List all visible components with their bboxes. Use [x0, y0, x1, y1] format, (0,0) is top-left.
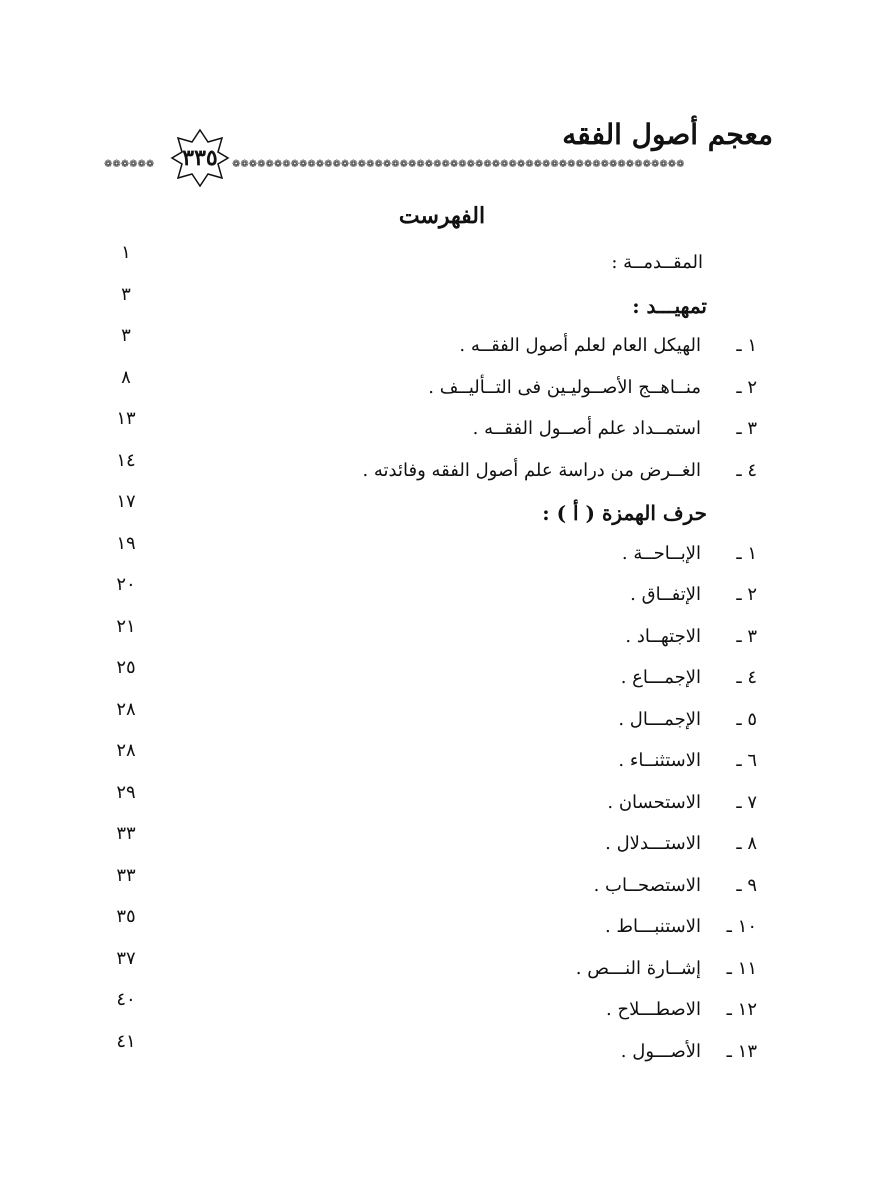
toc-entry [611, 252, 703, 273]
toc-entry-text: استمــداد علم أصــول الفقــه . [472, 418, 701, 439]
toc-page-number: ١٩ [116, 532, 136, 554]
toc-page-number: ٢٨ [116, 740, 136, 761]
toc-entry-text: الإبــاحــة . [621, 542, 701, 564]
toc-entry-number: ٢ ـ [736, 376, 757, 398]
toc-page-number: ٣٧ [116, 947, 136, 969]
toc-entry-number: ٨ ـ [736, 833, 757, 854]
toc-entry [459, 335, 757, 356]
toc-entry-text: الاستثنــاء . [618, 750, 701, 771]
toc-page-number: ٢٩ [116, 781, 136, 803]
toc-entry [621, 1041, 757, 1062]
toc-entry-number: ١٣ ـ [726, 1040, 757, 1062]
toc-page-number: ٣ [121, 325, 131, 346]
toc-page-number: ١ [121, 242, 131, 263]
toc-page-number: ٤٠ [116, 989, 136, 1010]
toc-page-number: ٢٨ [116, 698, 136, 720]
toc-entry-number: ٣ ـ [736, 625, 757, 647]
toc-entry-number: ٩ ـ [736, 874, 757, 896]
page-number: ٣٣٥ [182, 145, 218, 171]
toc-entry [606, 999, 757, 1020]
toc-entry-text: الغــرض من دراسة علم أصول الفقه وفائدته . [362, 459, 701, 481]
toc-entry-text: الاجتهــاد . [625, 625, 701, 647]
toc-page-number: ٢١ [116, 615, 136, 637]
toc-page-number: ١٣ [116, 408, 136, 429]
toc-entry [622, 543, 757, 564]
toc-entry [618, 709, 757, 730]
page-number-badge [170, 128, 230, 188]
toc-page-number: ٢٠ [116, 574, 136, 595]
toc-entry-text: الاستـــدلال . [605, 833, 701, 854]
toc-entry-number: ١٢ ـ [726, 999, 757, 1020]
toc-entry [576, 958, 757, 979]
toc-entry-text: الإتفــاق . [630, 584, 701, 605]
toc-entry-number: ١١ ـ [726, 957, 757, 979]
toc-entry-text: منــاهــج الأصــوليـين فى التــأليــف . [428, 376, 701, 398]
toc-entry-number: ٤ ـ [736, 667, 757, 688]
toc-entry-number: ٦ ـ [736, 750, 757, 771]
toc-page-number: ٣٣ [116, 864, 136, 886]
toc-page-number: ١٤ [116, 449, 136, 471]
toc-entry-number: ١ ـ [736, 542, 757, 564]
toc-page-number: ٣٣ [116, 823, 136, 844]
toc-entry-text: إشــارة النـــص . [575, 957, 701, 979]
toc-entry-text: حرف الهمزة ( أ ) : [542, 501, 707, 525]
toc-entry [594, 875, 757, 896]
toc-entry-text: الاستصحــاب . [593, 874, 701, 896]
toc-entry-number: ٣ ـ [736, 418, 757, 439]
toc-entry-text: الإجمـــال . [618, 708, 701, 730]
toc-section-heading [542, 501, 707, 525]
toc-entry [473, 418, 757, 439]
toc-entry [362, 460, 757, 481]
toc-entry-text: تمهيـــد : [632, 293, 707, 318]
toc-entry-text: الاستحسان . [607, 791, 701, 813]
toc-entry-text: الاستنبـــاط . [604, 916, 701, 937]
toc-page-number: ٨ [121, 366, 131, 388]
toc-entry-number: ١٠ ـ [726, 916, 757, 937]
toc-entry-text: المقــدمــة : [611, 252, 703, 273]
toc-entry-text: الإجمـــاع . [620, 667, 701, 688]
toc-entry-text: الهيكل العام لعلم أصول الفقــه . [459, 335, 701, 356]
toc-entry-number: ٢ ـ [736, 584, 757, 605]
toc-entry-number: ٥ ـ [736, 708, 757, 730]
header-ornament-right: ❁❁❁❁❁❁❁❁❁❁❁❁❁❁❁❁❁❁❁❁❁❁❁❁❁❁❁❁❁❁❁❁❁❁❁❁❁❁❁❁❁❁❁❁❁❁❁❁❁❁❁❁❁❁ [232, 159, 685, 170]
toc-page-number: ١٧ [116, 491, 136, 512]
toc-entry [428, 377, 757, 398]
toc-page-number: ٣ [121, 283, 131, 305]
toc-entry [625, 626, 757, 647]
toc-entry-number: ٧ ـ [736, 791, 757, 813]
toc-page-number: ٣٥ [116, 906, 136, 927]
toc-entry [621, 667, 757, 688]
running-header-title: معجم أصول الفقه [562, 118, 773, 151]
toc-entry-number: ٤ ـ [736, 459, 757, 481]
toc-entry [630, 584, 757, 605]
toc-entry-number: ١ ـ [736, 335, 757, 356]
toc-page-number: ٤١ [116, 1030, 136, 1052]
toc-section-heading [632, 294, 707, 318]
toc-entry [618, 750, 757, 771]
toc-entry [607, 792, 757, 813]
toc-entry-text: الأصـــول . [620, 1040, 701, 1062]
toc-entry [605, 833, 757, 854]
header-ornament-left: ❁❁❁❁❁❁ [104, 159, 155, 170]
toc-entry-text: الاصطـــلاح . [606, 999, 701, 1020]
index-title: الفهرست [398, 203, 486, 229]
toc-page-number: ٢٥ [116, 657, 136, 678]
toc-entry [605, 916, 757, 937]
